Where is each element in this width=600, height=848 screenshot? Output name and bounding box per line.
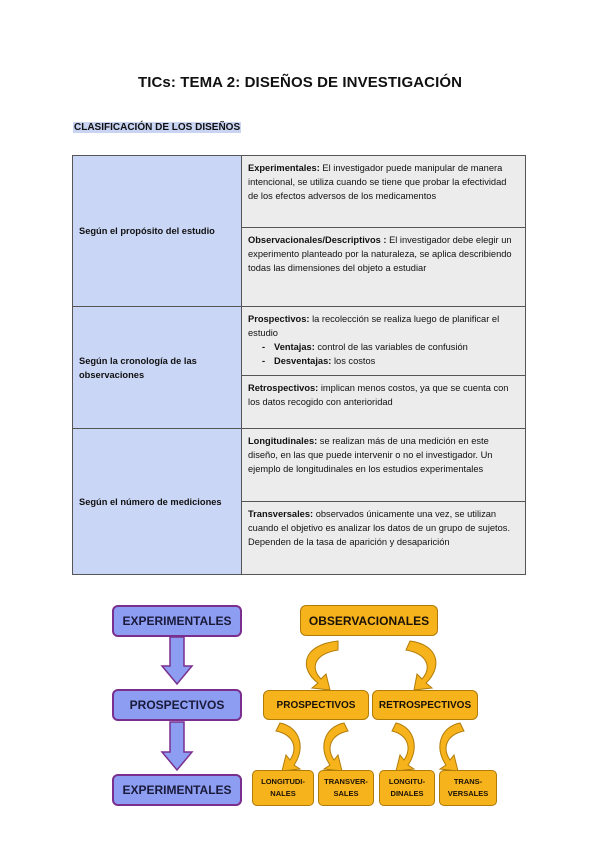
box-prospectivos-orange: PROSPECTIVOS (263, 690, 369, 720)
term: Observacionales/Descriptivos : (248, 235, 387, 246)
curved-arrow-icon (392, 723, 414, 771)
box-longitudinales (252, 770, 314, 806)
bullet-text: los costos (331, 356, 376, 366)
curved-arrow-icon (440, 723, 464, 771)
row-label-mediciones: Según el número de mediciones (73, 429, 242, 575)
box-retrospectivos-orange: RETROSPECTIVOS (372, 690, 478, 720)
label-line: NALES (270, 789, 296, 798)
label-line: TRANS- (453, 777, 483, 786)
curved-arrow-icon (406, 641, 436, 690)
curved-arrow-icon (324, 723, 348, 771)
down-arrow-icon (162, 722, 192, 770)
box-prospectivos: PROSPECTIVOS (112, 689, 242, 721)
curved-arrow-icon (276, 723, 300, 771)
box-transversales-2 (439, 770, 497, 806)
label-line: LONGITU- (388, 777, 426, 786)
label-line: SALES (333, 789, 359, 798)
definition: observados únicamente una vez, se utilizan cuando el objetivo es analizar los datos de un grupo de sujetos. Dependen de la tasa de aparición y desaparición (248, 509, 511, 547)
definition: la recolección se realiza luego de planificar el estudio (248, 314, 500, 338)
term: Longitudinales: (248, 436, 318, 446)
definition: El investigador debe elegir un experimento planteado por la naturaleza, se aplica describiendo todas las dimensiones del objeto a estudiar (248, 235, 512, 274)
section-heading: CLASIFICACIÓN DE LOS DISEÑOS (74, 122, 241, 133)
page-title: TICs: TEMA 2: DISEÑOS DE INVESTIGACIÓN (137, 74, 463, 91)
row-label-proposito: Según el propósito del estudio (73, 156, 242, 307)
term: Retrospectivos: (248, 383, 319, 393)
definition: implican menos costos, ya que se cuenta con los datos recogido con anterioridad (248, 383, 509, 407)
term: Transversales: (248, 509, 314, 519)
term: Experimentales: (248, 163, 320, 173)
bullet-term: Desventajas: (274, 356, 332, 366)
box-experimentales: EXPERIMENTALES (112, 605, 242, 637)
label-line: TRANSVER- (324, 777, 368, 786)
term: Prospectivos: (248, 314, 310, 324)
definition: El investigador puede manipular de manera intencional, se utiliza cuando se tiene que probar la efectividad de los efectos adversos de los medicamentos (248, 163, 507, 201)
label-line: DINALES (390, 789, 424, 798)
box-experimentales-bottom: EXPERIMENTALES (112, 774, 242, 806)
down-arrow-icon (162, 637, 192, 684)
row-label-cronologia: Según la cronología de las observaciones (73, 307, 242, 429)
box-transversales (318, 770, 374, 806)
curved-arrow-icon (306, 641, 338, 690)
label-line: LONGITUDI- (261, 777, 305, 786)
definition: se realizan más de una medición en este diseño, en las que puede intervenir o no el investigador. Un ejemplo de longitudinales en los estudios experimentales (248, 436, 493, 474)
box-observacionales: OBSERVACIONALES (300, 605, 438, 636)
label-line: VERSALES (447, 789, 489, 798)
box-longitudinales-2 (379, 770, 435, 806)
bullet-term: Ventajas: (274, 342, 315, 352)
bullet-text: control de las variables de confusión (314, 342, 468, 352)
